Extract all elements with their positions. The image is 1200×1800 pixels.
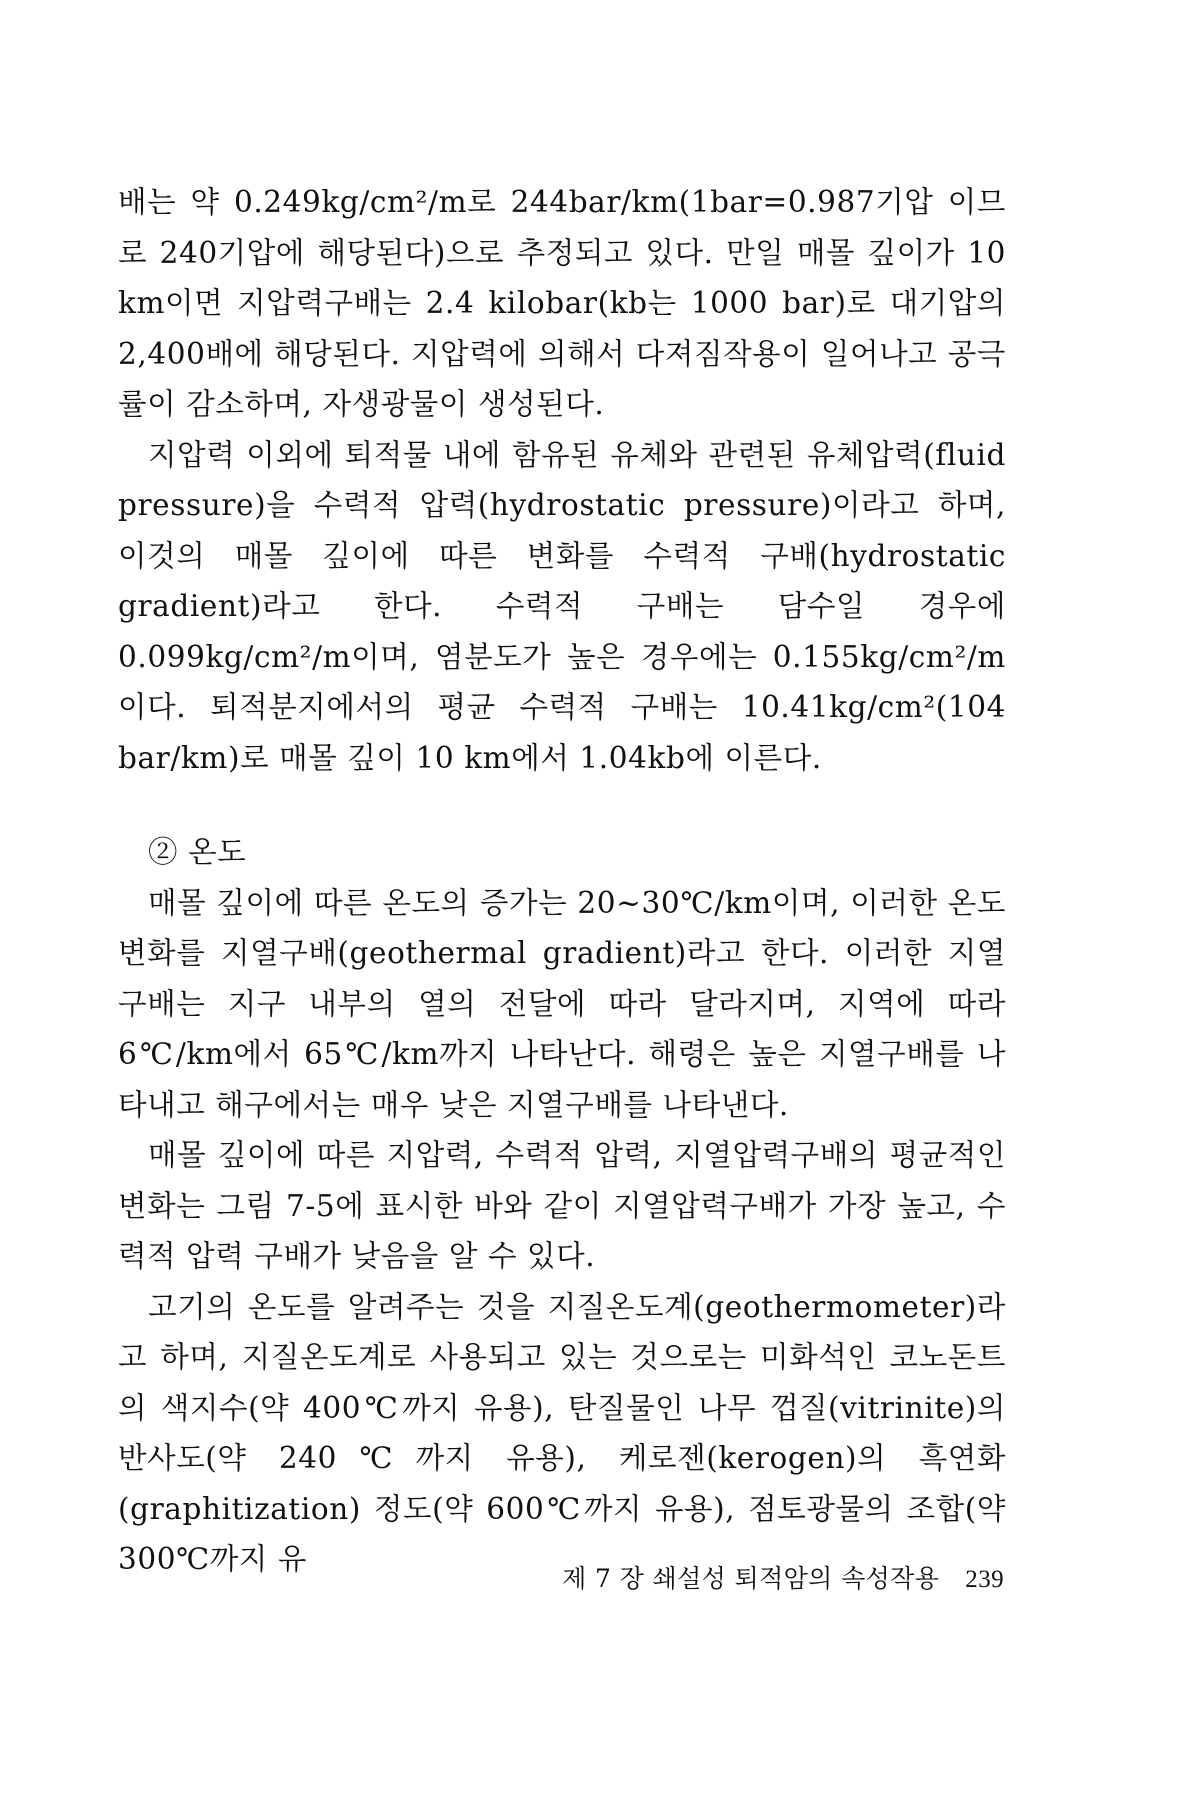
body-text	[118, 177, 1006, 1585]
paragraph-geothermometer: 고기의 온도를 알려주는 것을 지질온도계(geothermometer)라고 하며, 지질온도계로 사용되고 있는 것으로는 미화석인 코노돈트의 색지수(약 400℃까지 유용), 탄질물인 나무 껍질(vitrinite)의 반사도(약 240℃까지 유용), 케로젠(kerogen)의 흑연화(graphitization) 정도(약 600℃까지 유용), 점토광물의 조합(약 300℃까지 유	[118, 1289, 1006, 1576]
paragraph-pressure-gradient: 배는 약 0.249kg/cm²/m로 244bar/km(1bar=0.987기압 이므로 240기압에 해당된다)으로 추정되고 있다. 만일 매몰 깊이가 10 km이면 지압력구배는 2.4 kilobar(kb는 1000 bar)로 대기압의 2,400배에 해당된다. 지압력에 의해서 다져짐작용이 일어나고 공극률이 감소하며, 자생광물이 생성된다.	[118, 185, 1006, 421]
paragraph-fluid-pressure: 지압력 이외에 퇴적물 내에 함유된 유체와 관련된 유체압력(fluid pressure)을 수력적 압력(hydrostatic pressure)이라고 하며, 이것의 매몰 깊이에 따른 변화를 수력적 구배(hydrostatic gradient)라고 한다. 수력적 구배는 담수일 경우에 0.099kg/cm²/m이며, 염분도가 높은 경우에는 0.155kg/cm²/m이다. 퇴적분지에서의 평균 수력적 구배는 10.41kg/cm²(104 bar/km)로 매몰 깊이 10 km에서 1.04kb에 이른다.	[118, 437, 1006, 775]
page-footer	[520, 1562, 1004, 1597]
paragraph-geothermal-gradient: 매몰 깊이에 따른 온도의 증가는 20~30℃/km이며, 이러한 온도 변화를 지열구배(geothermal gradient)라고 한다. 이러한 지열구배는 지구 내부의 열의 전달에 따라 달라지며, 지역에 따라 6℃/km에서 65℃/km까지 나타난다. 해령은 높은 지열구배를 나타내고 해구에서는 매우 낮은 지열구배를 나타낸다.	[118, 885, 1006, 1122]
section-heading-temperature: ② 온도	[148, 835, 247, 869]
page-number: 239	[965, 1566, 1004, 1593]
paragraph-average-change: 매몰 깊이에 따른 지압력, 수력적 압력, 지열압력구배의 평균적인 변화는 그림 7-5에 표시한 바와 같이 지열압력구배가 가장 높고, 수력적 압력 구배가 낮음을 알 수 있다.	[118, 1138, 1006, 1273]
footer-chapter-title: 제 7 장 쇄설성 퇴적암의 속성작용	[562, 1564, 940, 1593]
section-gap	[118, 783, 1006, 827]
